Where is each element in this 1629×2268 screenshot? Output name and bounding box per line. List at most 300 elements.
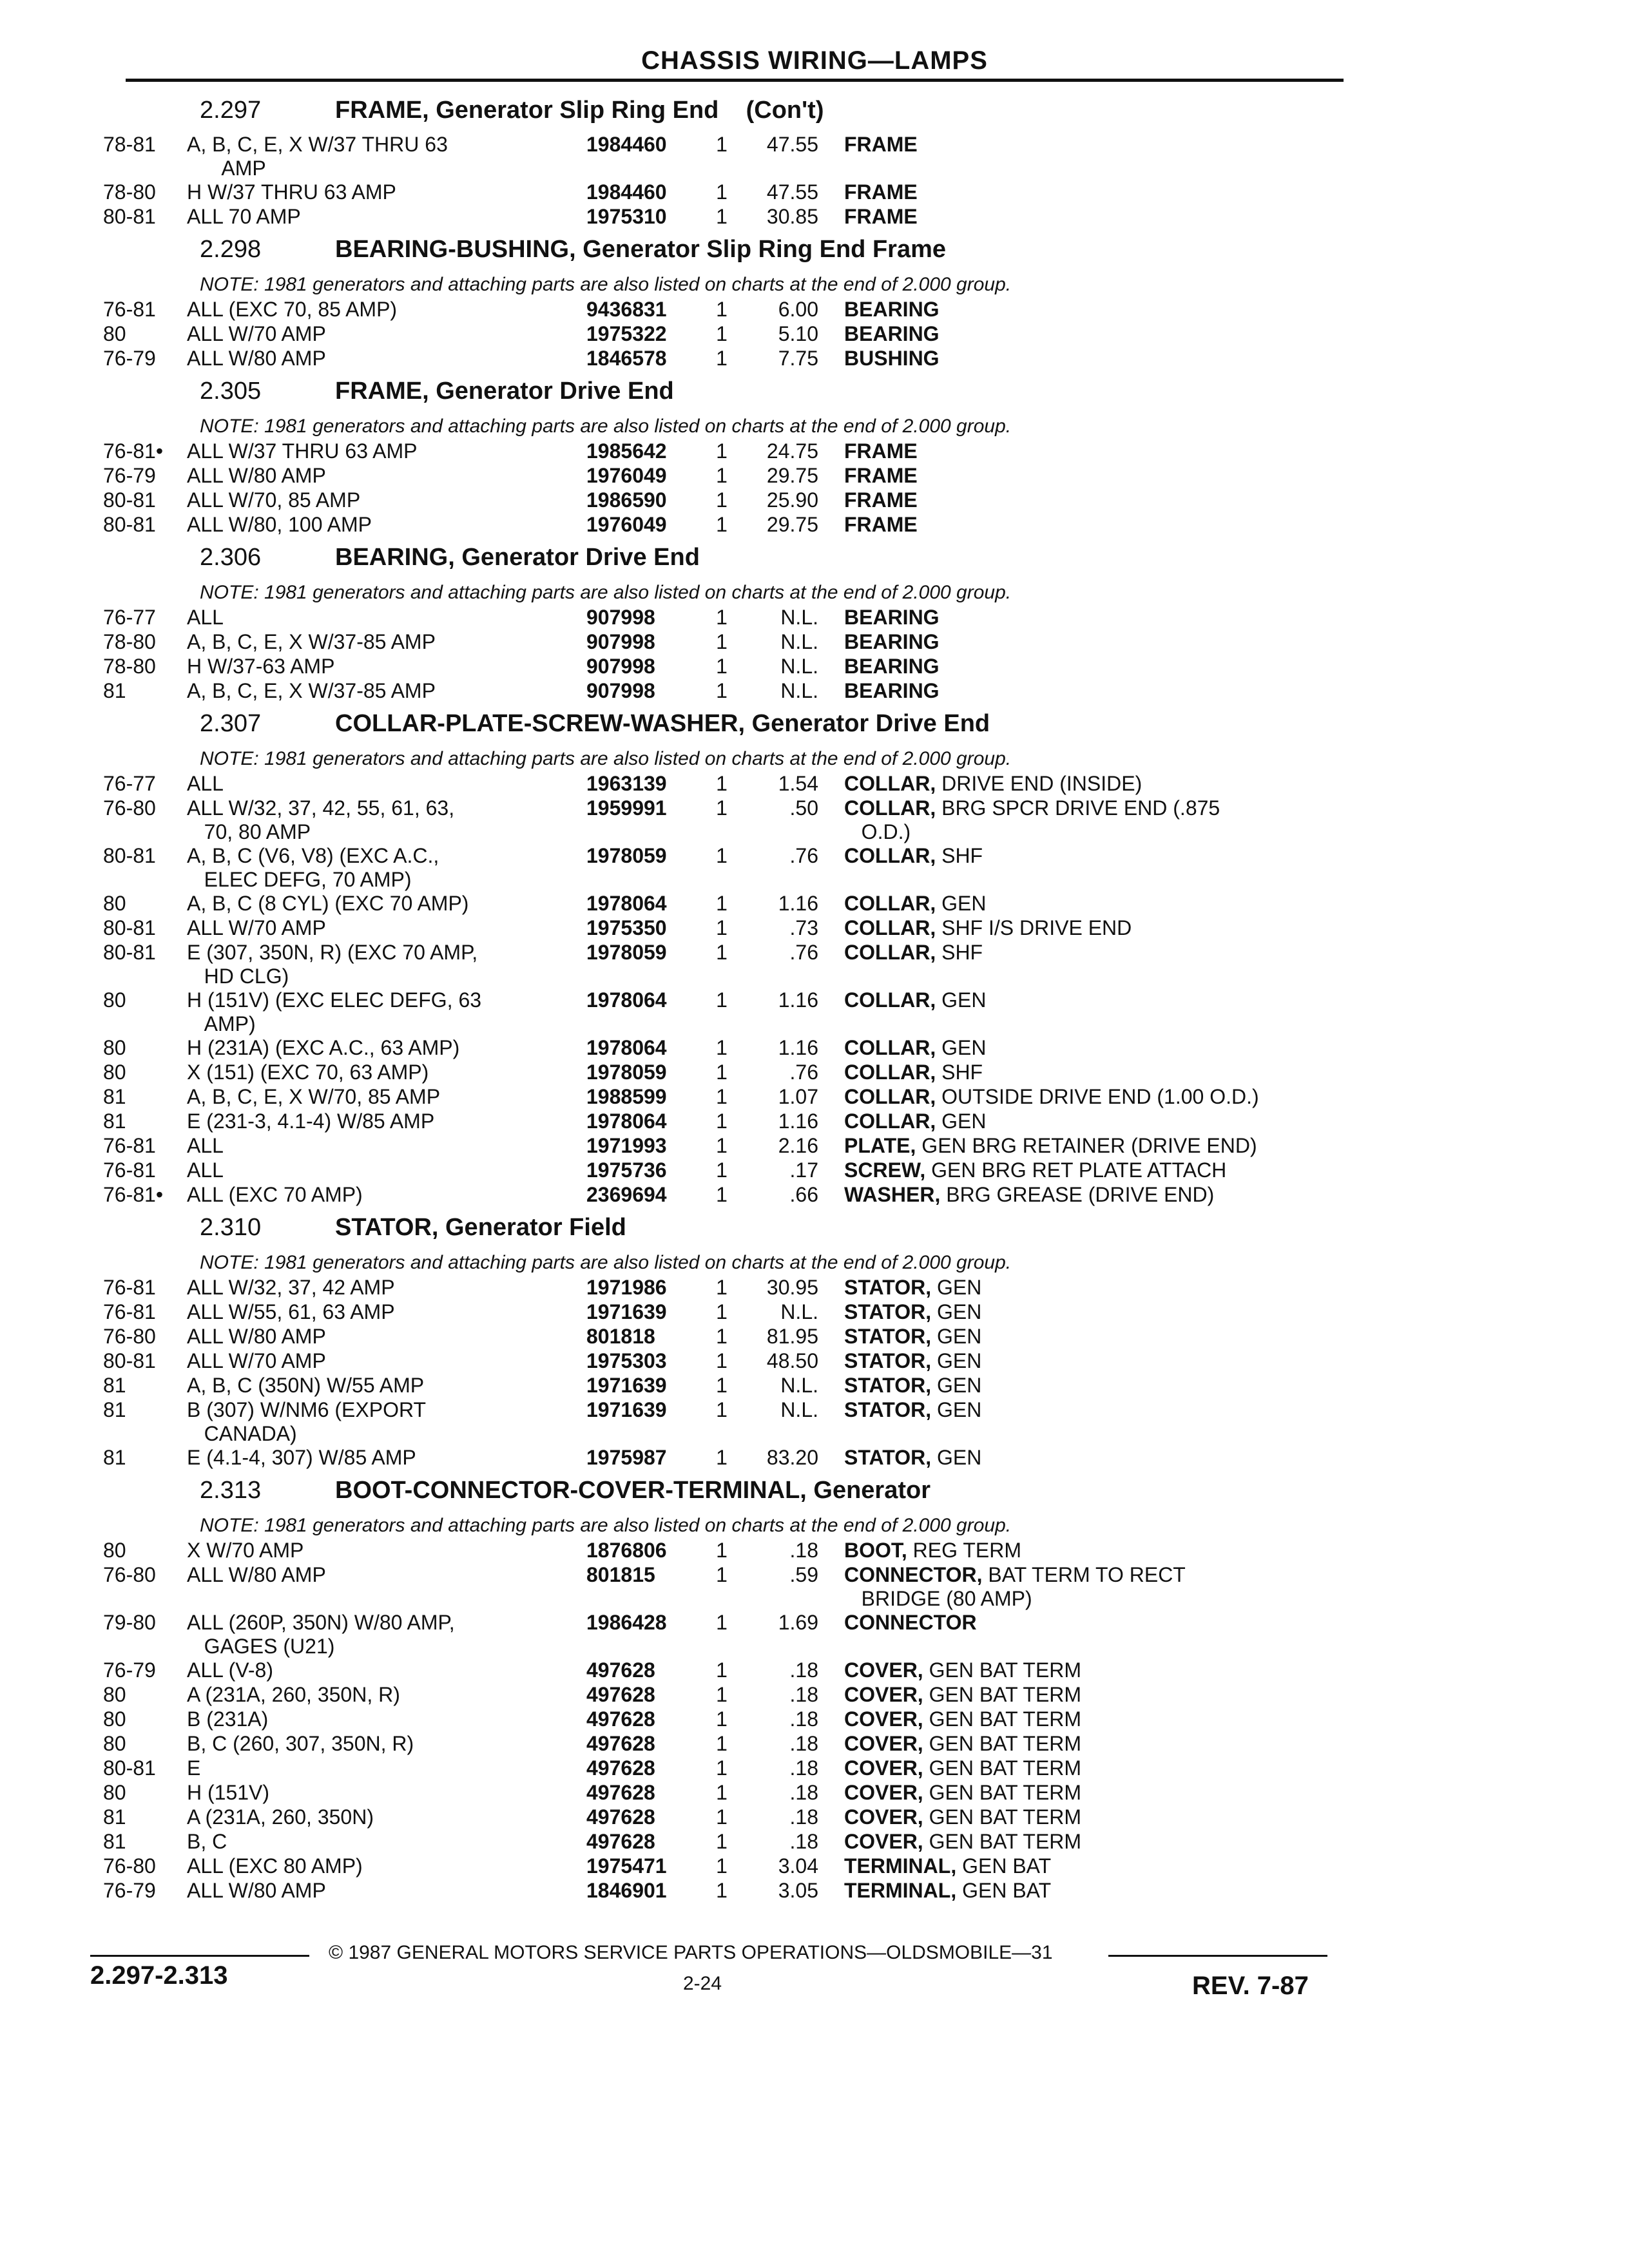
part-name-main: BEARING	[844, 298, 940, 321]
part-number: 497628	[586, 1658, 655, 1682]
part-row	[103, 1300, 1360, 1325]
part-number: 497628	[586, 1707, 655, 1731]
part-row	[103, 205, 1360, 229]
application: A (231A, 260, 350N)	[187, 1805, 374, 1829]
application: A, B, C, E, X W/37 THRU 63 AMP	[187, 133, 448, 180]
part-name	[844, 1756, 1360, 1780]
part-name	[844, 1563, 1360, 1611]
price: 1.16	[778, 1110, 818, 1133]
part-name-main: COLLAR,	[844, 1085, 936, 1108]
application: ALL W/80 AMP	[187, 464, 326, 487]
application: ALL (EXC 70 AMP)	[187, 1183, 363, 1206]
quantity: 1	[716, 1854, 728, 1878]
part-name-detail: GEN BAT TERM	[923, 1707, 1082, 1731]
model-years: 80	[103, 1707, 126, 1731]
part-name	[844, 347, 1360, 370]
model-years: 80-81	[103, 488, 156, 512]
part-name	[844, 1805, 1360, 1829]
part-row	[103, 1183, 1360, 1207]
quantity: 1	[716, 180, 728, 204]
application: ALL (EXC 70, 85 AMP)	[187, 298, 398, 321]
part-name-main: STATOR,	[844, 1325, 932, 1348]
part-name-detail: GEN BAT	[956, 1854, 1052, 1878]
part-number: 1975736	[586, 1158, 667, 1182]
section-title	[335, 1477, 1360, 1504]
part-name	[844, 941, 1360, 965]
application: B, C	[187, 1830, 227, 1853]
application: A (231A, 260, 350N, R)	[187, 1683, 400, 1706]
application: H W/37-63 AMP	[187, 655, 335, 678]
price: 25.90	[766, 488, 818, 512]
price: 48.50	[766, 1349, 818, 1372]
part-number: 497628	[586, 1732, 655, 1755]
section-number: 2.306	[200, 544, 262, 571]
part-name-detail: GEN	[931, 1446, 982, 1469]
price: .18	[789, 1707, 818, 1731]
application: E (4.1-4, 307) W/85 AMP	[187, 1446, 416, 1469]
application: A, B, C (8 CYL) (EXC 70 AMP)	[187, 892, 469, 915]
section-heading	[103, 97, 1360, 133]
part-name	[844, 1061, 1360, 1084]
section-number: 2.307	[200, 710, 262, 737]
part-number: 1978059	[586, 1061, 667, 1084]
model-years: 80	[103, 322, 126, 345]
part-name-main: COVER,	[844, 1683, 923, 1706]
part-number: 801818	[586, 1325, 655, 1348]
section-title-text: FRAME, Generator Drive End	[335, 378, 674, 405]
part-name-detail: BRG GREASE (DRIVE END)	[940, 1183, 1215, 1206]
application: ALL W/32, 37, 42 AMP	[187, 1276, 395, 1299]
part-row	[103, 1085, 1360, 1110]
part-row	[103, 1732, 1360, 1756]
part-row	[103, 1611, 1360, 1658]
part-name-main: STATOR,	[844, 1300, 932, 1323]
section-title-text: FRAME, Generator Slip Ring End	[335, 97, 719, 124]
part-name-detail: GEN BAT TERM	[923, 1683, 1082, 1706]
price: 1.16	[778, 1036, 818, 1059]
price: N.L.	[780, 1374, 818, 1397]
part-name-main: TERMINAL,	[844, 1879, 957, 1902]
section-continued: (Con't)	[746, 97, 824, 124]
part-name-main: BEARING	[844, 655, 940, 678]
part-name	[844, 655, 1360, 678]
section-number: 2.298	[200, 236, 262, 263]
section-title-text: STATOR, Generator Field	[335, 1214, 626, 1241]
part-name-main: COVER,	[844, 1756, 923, 1780]
part-number: 1984460	[586, 180, 667, 204]
model-years: 78-81	[103, 133, 156, 156]
price: N.L.	[780, 679, 818, 702]
price: 47.55	[766, 133, 818, 156]
model-years: 80-81	[103, 844, 156, 867]
part-number: 907998	[586, 679, 655, 702]
part-name-detail: GEN	[936, 1036, 987, 1059]
application: ALL W/70 AMP	[187, 1349, 326, 1372]
part-name-detail: DRIVE END (INSIDE)	[936, 772, 1142, 795]
part-number: 801815	[586, 1563, 655, 1586]
price: 1.16	[778, 988, 818, 1012]
part-row	[103, 1061, 1360, 1085]
application: H W/37 THRU 63 AMP	[187, 180, 396, 204]
price: 30.95	[766, 1276, 818, 1299]
part-name	[844, 513, 1360, 537]
part-row	[103, 679, 1360, 704]
price: 3.04	[778, 1854, 818, 1878]
application: A, B, C (350N) W/55 AMP	[187, 1374, 425, 1397]
part-name	[844, 1611, 1360, 1635]
quantity: 1	[716, 1134, 728, 1157]
model-years: 81	[103, 1398, 126, 1421]
section-title-text: BOOT-CONNECTOR-COVER-TERMINAL, Generator	[335, 1477, 931, 1504]
part-number: 1976049	[586, 513, 667, 536]
section-note: NOTE: 1981 generators and attaching parts are also listed on charts at the end of 2.000 group.	[200, 582, 1012, 603]
part-row	[103, 513, 1360, 537]
price: 24.75	[766, 439, 818, 463]
footer-copyright: © 1987 GENERAL MOTORS SERVICE PARTS OPERATIONS—OLDSMOBILE—31	[329, 1942, 1053, 1963]
quantity: 1	[716, 1036, 728, 1059]
part-name-detail: GEN	[936, 1110, 987, 1133]
application: H (231A) (EXC A.C., 63 AMP)	[187, 1036, 460, 1059]
part-name-main: SCREW,	[844, 1158, 926, 1182]
price: 1.69	[778, 1611, 818, 1634]
part-number: 1978064	[586, 1110, 667, 1133]
quantity: 1	[716, 1398, 728, 1421]
application: B, C (260, 307, 350N, R)	[187, 1732, 414, 1755]
model-years: 81	[103, 1374, 126, 1397]
part-name-main: FRAME	[844, 488, 918, 512]
part-name	[844, 322, 1360, 346]
part-name-detail: SHF I/S DRIVE END	[936, 916, 1132, 939]
part-name	[844, 488, 1360, 512]
application: ALL	[187, 606, 224, 629]
model-years: 78-80	[103, 630, 156, 653]
footer-page-number: 2-24	[683, 1973, 722, 1994]
application: A, B, C (V6, V8) (EXC A.C., ELEC DEFG, 70 AMP)	[187, 844, 439, 891]
part-number: 497628	[586, 1805, 655, 1829]
part-name-main: PLATE,	[844, 1134, 916, 1157]
part-name	[844, 1398, 1360, 1422]
model-years: 76-80	[103, 1854, 156, 1878]
quantity: 1	[716, 1183, 728, 1206]
part-name-detail: GEN BAT	[956, 1879, 1052, 1902]
part-number: 1978059	[586, 844, 667, 867]
part-name-main: COVER,	[844, 1805, 923, 1829]
section-number: 2.297	[200, 97, 262, 124]
part-row	[103, 606, 1360, 630]
part-row	[103, 1756, 1360, 1781]
part-name	[844, 1110, 1360, 1133]
model-years: 81	[103, 1110, 126, 1133]
part-row	[103, 655, 1360, 679]
part-name	[844, 1707, 1360, 1731]
quantity: 1	[716, 1325, 728, 1348]
application: E	[187, 1756, 201, 1780]
price: 81.95	[766, 1325, 818, 1348]
application: ALL W/32, 37, 42, 55, 61, 63, 70, 80 AMP	[187, 796, 455, 843]
part-name	[844, 1539, 1360, 1562]
part-name-detail: GEN	[931, 1300, 982, 1323]
model-years: 76-79	[103, 347, 156, 370]
part-name	[844, 844, 1360, 868]
application: ALL W/80 AMP	[187, 1563, 326, 1586]
model-years: 80	[103, 1781, 126, 1804]
model-years: 76-81	[103, 1300, 156, 1323]
section-title	[335, 710, 1360, 738]
part-row	[103, 941, 1360, 988]
part-row	[103, 844, 1360, 892]
model-years: 76-80	[103, 796, 156, 820]
price: 2.16	[778, 1134, 818, 1157]
part-name-main: CONNECTOR	[844, 1611, 977, 1634]
part-row	[103, 488, 1360, 513]
part-name	[844, 1781, 1360, 1805]
part-name	[844, 1325, 1360, 1349]
price: .17	[789, 1158, 818, 1182]
model-years: 79-80	[103, 1611, 156, 1634]
section-title	[335, 236, 1360, 264]
price: .73	[789, 916, 818, 939]
part-name-main: FRAME	[844, 513, 918, 536]
part-name-detail: GEN	[931, 1349, 982, 1372]
part-number: 9436831	[586, 298, 667, 321]
quantity: 1	[716, 606, 728, 629]
part-name-detail: GEN BRG RET PLATE ATTACH	[925, 1158, 1227, 1182]
price: N.L.	[780, 630, 818, 653]
section-title	[335, 378, 1360, 405]
quantity: 1	[716, 1276, 728, 1299]
part-number: 1978064	[586, 988, 667, 1012]
quantity: 1	[716, 988, 728, 1012]
part-name-detail: GEN	[936, 988, 987, 1012]
application: ALL W/70, 85 AMP	[187, 488, 361, 512]
part-name	[844, 916, 1360, 940]
part-number: 1846901	[586, 1879, 667, 1902]
part-number: 1975303	[586, 1349, 667, 1372]
price: 1.54	[778, 772, 818, 795]
model-years: 80	[103, 892, 126, 915]
model-years: 76-81	[103, 1158, 156, 1182]
part-name	[844, 630, 1360, 654]
part-name-detail: GEN	[931, 1374, 982, 1397]
model-years: 76-79	[103, 1658, 156, 1682]
model-years: 76-79	[103, 464, 156, 487]
quantity: 1	[716, 1539, 728, 1562]
model-years: 81	[103, 1830, 126, 1853]
part-number: 497628	[586, 1756, 655, 1780]
part-name	[844, 1854, 1360, 1878]
part-name	[844, 796, 1360, 844]
model-years: 80	[103, 988, 126, 1012]
part-row	[103, 180, 1360, 205]
part-name-detail: GEN BRG RETAINER (DRIVE END)	[916, 1134, 1257, 1157]
part-number: 1963139	[586, 772, 667, 795]
price: N.L.	[780, 1300, 818, 1323]
part-name-detail: GEN BAT TERM	[923, 1658, 1082, 1682]
part-name-main: FRAME	[844, 133, 918, 156]
section-title	[335, 1214, 1360, 1242]
part-name	[844, 1349, 1360, 1373]
quantity: 1	[716, 1732, 728, 1755]
quantity: 1	[716, 488, 728, 512]
part-name	[844, 1134, 1360, 1158]
price: N.L.	[780, 655, 818, 678]
part-name-main: WASHER,	[844, 1183, 941, 1206]
part-number: 2369694	[586, 1183, 667, 1206]
application: ALL	[187, 772, 224, 795]
part-name-main: COVER,	[844, 1781, 923, 1804]
part-name	[844, 606, 1360, 629]
model-years: 81	[103, 679, 126, 702]
part-number: 497628	[586, 1830, 655, 1853]
price: 47.55	[766, 180, 818, 204]
part-name-detail: REG TERM	[907, 1539, 1021, 1562]
price: 6.00	[778, 298, 818, 321]
application: ALL	[187, 1134, 224, 1157]
part-name-main: BEARING	[844, 679, 940, 702]
quantity: 1	[716, 916, 728, 939]
part-row	[103, 1563, 1360, 1611]
section-title	[335, 97, 1360, 124]
part-row	[103, 796, 1360, 844]
model-years: 76-81	[103, 1134, 156, 1157]
section-heading	[103, 1214, 1360, 1250]
section-heading	[103, 710, 1360, 746]
quantity: 1	[716, 1349, 728, 1372]
part-name-detail: SHF	[936, 941, 983, 964]
price: .18	[789, 1539, 818, 1562]
part-name-detail: SHF	[936, 844, 983, 867]
quantity: 1	[716, 1374, 728, 1397]
part-row	[103, 1110, 1360, 1134]
part-row	[103, 439, 1360, 464]
part-number: 1971639	[586, 1374, 667, 1397]
part-name	[844, 1658, 1360, 1682]
part-name-main: CONNECTOR,	[844, 1563, 983, 1586]
quantity: 1	[716, 796, 728, 820]
price: N.L.	[780, 1398, 818, 1421]
part-name-detail: GEN	[931, 1276, 982, 1299]
model-years: 76-77	[103, 772, 156, 795]
part-name	[844, 1300, 1360, 1324]
part-name-detail: GEN BAT TERM	[923, 1756, 1082, 1780]
application: X W/70 AMP	[187, 1539, 304, 1562]
quantity: 1	[716, 1110, 728, 1133]
part-name-detail: BRG SPCR DRIVE END (.875 O.D.)	[861, 796, 1220, 843]
footer-section-range: 2.297-2.313	[90, 1961, 228, 1990]
part-number: 907998	[586, 655, 655, 678]
application: ALL W/70 AMP	[187, 322, 326, 345]
price: .59	[789, 1563, 818, 1586]
section-note: NOTE: 1981 generators and attaching parts are also listed on charts at the end of 2.000 group.	[200, 1252, 1012, 1273]
part-name-main: FRAME	[844, 439, 918, 463]
model-years: 76-81	[103, 1276, 156, 1299]
part-row	[103, 1805, 1360, 1830]
price: N.L.	[780, 606, 818, 629]
part-number: 1985642	[586, 439, 667, 463]
application: ALL (260P, 350N) W/80 AMP, GAGES (U21)	[187, 1611, 455, 1658]
part-name-detail: OUTSIDE DRIVE END (1.00 O.D.)	[936, 1085, 1259, 1108]
part-row	[103, 133, 1360, 180]
part-name	[844, 464, 1360, 488]
application: ALL W/80, 100 AMP	[187, 513, 372, 536]
part-number: 1975322	[586, 322, 667, 345]
model-years: 80-81	[103, 1349, 156, 1372]
part-number: 1986428	[586, 1611, 667, 1634]
model-years: 80	[103, 1732, 126, 1755]
part-name	[844, 180, 1360, 204]
model-years: 80-81	[103, 1756, 156, 1780]
section-title-text: BEARING, Generator Drive End	[335, 544, 700, 571]
page-title: CHASSIS WIRING—LAMPS	[641, 46, 988, 75]
part-number: 1975350	[586, 916, 667, 939]
part-row	[103, 1707, 1360, 1732]
quantity: 1	[716, 1879, 728, 1902]
part-row	[103, 1158, 1360, 1183]
part-name	[844, 679, 1360, 703]
section-number: 2.313	[200, 1477, 262, 1504]
part-row	[103, 1276, 1360, 1300]
footer-revision: REV. 7-87	[1192, 1972, 1309, 2000]
model-years: 80	[103, 1061, 126, 1084]
quantity: 1	[716, 1830, 728, 1853]
part-row	[103, 630, 1360, 655]
part-row	[103, 1374, 1360, 1398]
model-years: 78-80	[103, 180, 156, 204]
part-name-main: FRAME	[844, 180, 918, 204]
part-name-main: COLLAR,	[844, 1036, 936, 1059]
part-row	[103, 892, 1360, 916]
page-footer	[84, 1933, 1340, 2010]
section-heading	[103, 378, 1360, 414]
application: B (231A)	[187, 1707, 269, 1731]
part-name	[844, 1879, 1360, 1903]
application: H (151V) (EXC ELEC DEFG, 63 AMP)	[187, 988, 482, 1035]
part-row	[103, 1658, 1360, 1683]
part-name-detail: GEN	[931, 1325, 982, 1348]
part-name-main: FRAME	[844, 205, 918, 228]
quantity: 1	[716, 892, 728, 915]
quantity: 1	[716, 1061, 728, 1084]
price: .18	[789, 1756, 818, 1780]
part-name	[844, 1158, 1360, 1182]
part-name-main: FRAME	[844, 464, 918, 487]
price: .18	[789, 1732, 818, 1755]
part-row	[103, 988, 1360, 1036]
price: 5.10	[778, 322, 818, 345]
part-name-main: STATOR,	[844, 1349, 932, 1372]
quantity: 1	[716, 1611, 728, 1634]
quantity: 1	[716, 1781, 728, 1804]
section-heading	[103, 236, 1360, 272]
model-years: 76-79	[103, 1879, 156, 1902]
part-row	[103, 772, 1360, 796]
price: 3.05	[778, 1879, 818, 1902]
application: E (231-3, 4.1-4) W/85 AMP	[187, 1110, 435, 1133]
part-name-main: BEARING	[844, 630, 940, 653]
part-name-detail: SHF	[936, 1061, 983, 1084]
part-name-detail: GEN BAT TERM	[923, 1805, 1082, 1829]
header-rule	[126, 79, 1344, 82]
quantity: 1	[716, 772, 728, 795]
part-name	[844, 892, 1360, 916]
section-title-text: COLLAR-PLATE-SCREW-WASHER, Generator Drive End	[335, 710, 990, 737]
price: 29.75	[766, 464, 818, 487]
quantity: 1	[716, 347, 728, 370]
part-name	[844, 772, 1360, 796]
part-number: 907998	[586, 606, 655, 629]
part-number: 1975471	[586, 1854, 667, 1878]
application: ALL	[187, 1158, 224, 1182]
